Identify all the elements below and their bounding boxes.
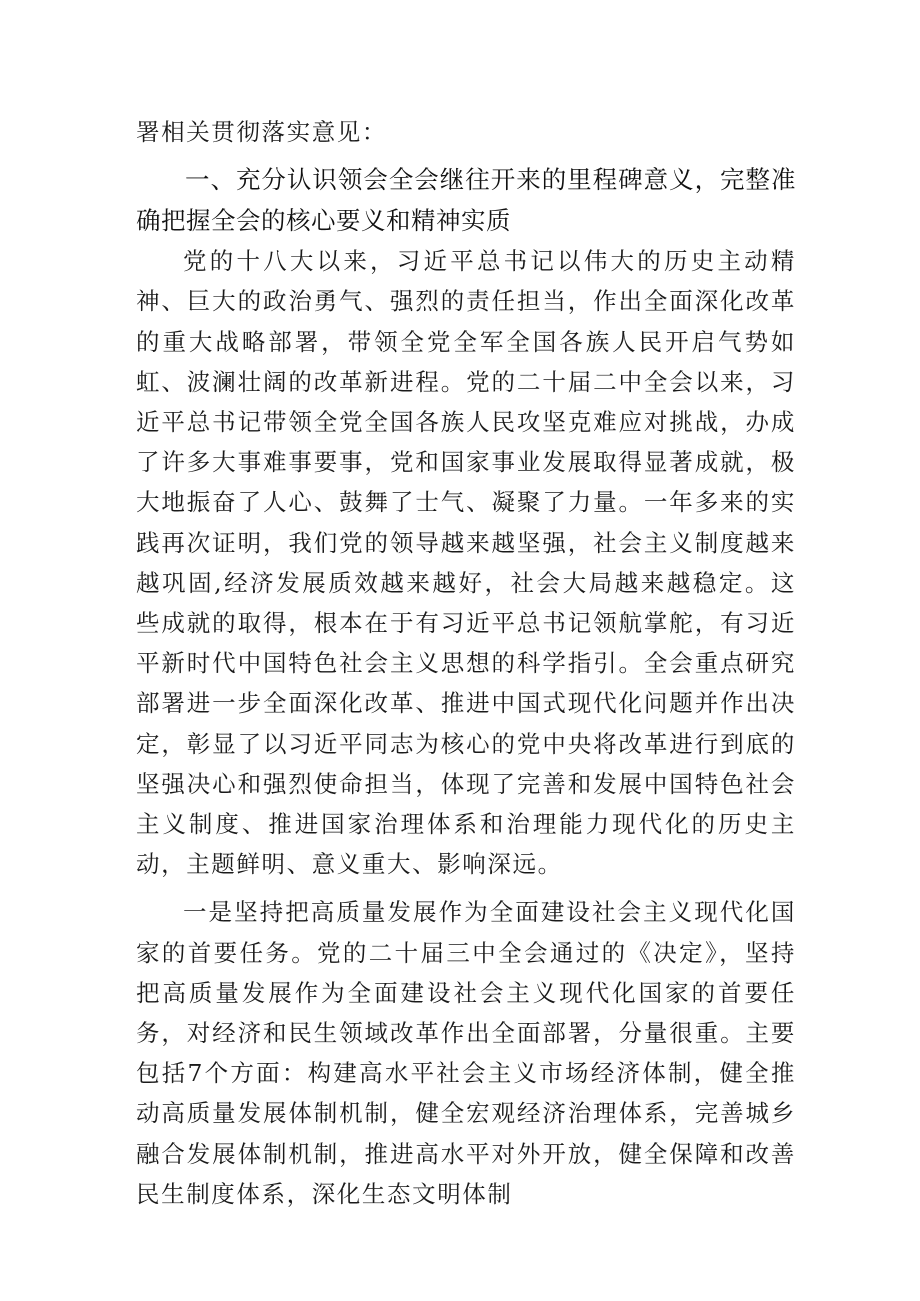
body-paragraph-2: 一是坚持把高质量发展作为全面建设社会主义现代化国家的首要任务。党的二十届三中全会通过的《决定》，坚持把高质量发展作为全面建设社会主义现代化国家的首要任务，对经济和民生领域改革作出全面部署，分量很重。主要包括7个方面：构建高水平社会主义市场经济体制，健全推动高质量发展体制机制，健全宏观经济治理体系，完善城乡融合发展体制机制，推进高水平对外开放，健全保障和改善民生制度体系，深化生态文明体制 — [136, 898, 796, 1208]
intro-fragment: 署相关贯彻落实意见： — [136, 118, 387, 146]
body-paragraph-1: 党的十八大以来，习近平总书记以伟大的历史主动精神、巨大的政治勇气、强烈的责任担当，作出全面深化改革的重大战略部署，带领全党全军全国各族人民开启气势如虹、波澜壮阔的改革新进程。党的二十届二中全会以来，习近平总书记带领全党全国各族人民攻坚克难应对挑战，办成了许多大事难事要事，党和国家事业发展取得显著成就，极大地振奋了人心、鼓舞了士气、凝聚了力量。一年多来的实践再次证明，我们党的领导越来越坚强，社会主义制度越来越巩固,经济发展质效越来越好，社会大局越来越稳定。这些成就的取得，根本在于有习近平总书记领航掌舵，有习近平新时代中国特色社会主义思想的科学指引。全会重点研究部署进一步全面深化改革、推进中国式现代化问题并作出决定，彰显了以习近平同志为核心的党中央将改革进行到底的坚强决心和强烈使命担当，体现了完善和发展中国特色社会主义制度、推进国家治理体系和治理能力现代化的历史主动，主题鲜明、意义重大、影响深远。 — [136, 247, 796, 879]
document-body — [136, 112, 796, 1214]
section-heading: 一、充分认识领会全会继往开来的里程碑意义，完整准确把握全会的核心要义和精神实质 — [136, 165, 796, 235]
